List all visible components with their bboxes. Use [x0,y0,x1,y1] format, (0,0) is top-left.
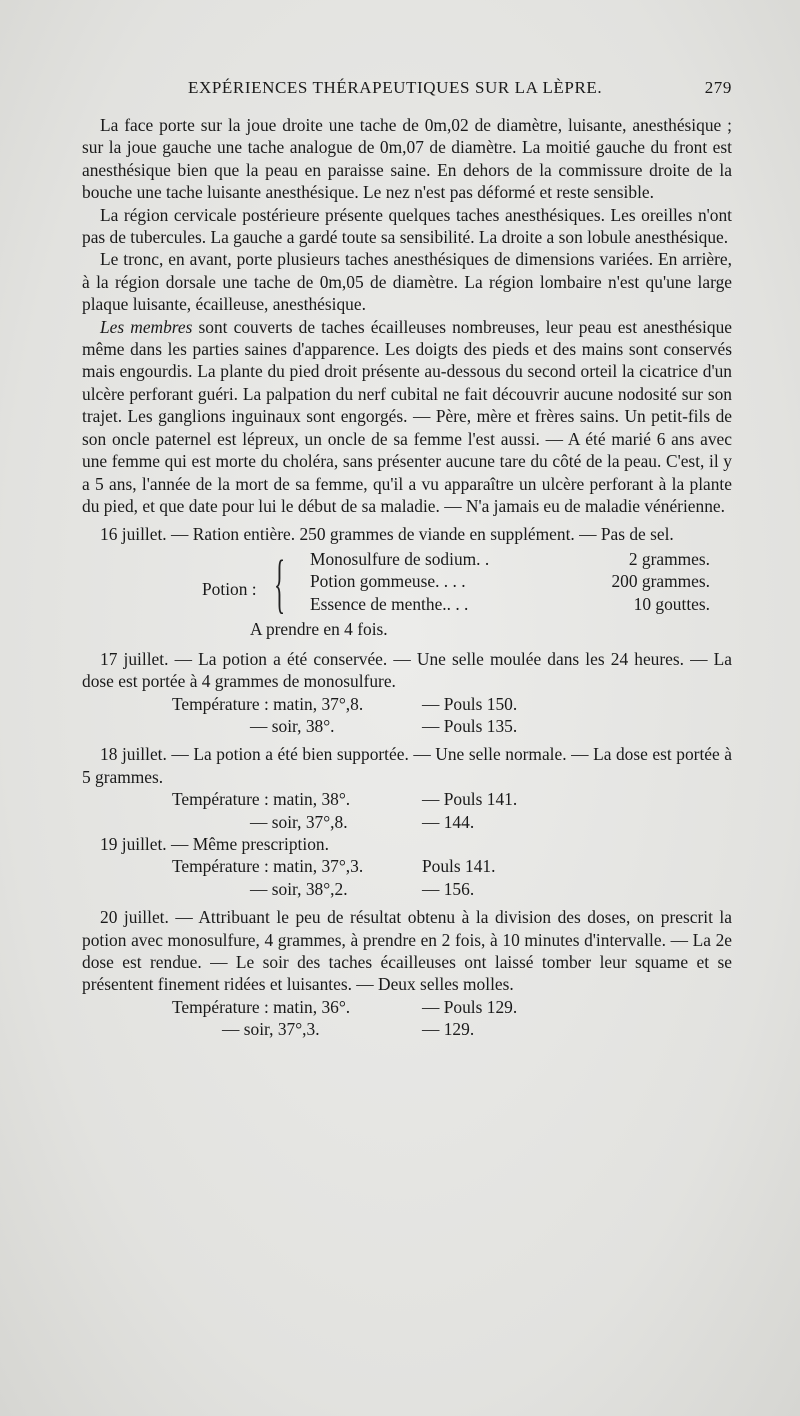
temperature-line [82,855,732,877]
temperature-line [82,811,732,833]
entry-july-17: 17 juillet. — La potion a été conservée. — Une selle moulée dans les 24 heures. — La dose est portée à 4 grammes de monosulfure. [82,648,732,692]
temperature-line [82,996,732,1018]
potion-item-qty: 10 gouttes. [633,593,710,614]
temperature-line [82,693,732,715]
membres-italic: Les membres [100,316,193,337]
entry-july-19: 19 juillet. — Même prescription. [100,833,329,854]
temperature-line [82,1018,732,1040]
pulse-reading: Pouls 141. [422,856,496,877]
potion-label: Potion : [202,578,257,599]
potion-items [310,548,710,615]
pulse-reading: — 129. [422,1019,475,1040]
temperature-reading: — soir, 38°,2. [250,878,348,899]
pulse-reading: — Pouls 135. [422,715,518,736]
temperature-line [82,878,732,900]
membres-text: sont couverts de taches écailleuses nombreuses, leur peau est anesthésique même dans les parties saines d'apparence. Les doigts des pieds et des mains sont conservés mais engourdis. La plante du pied droit présente au-dessous du second orteil la cicatrice d'un ulcère perforant guéri. La palpation du nerf cubital ne fait découvrir aucune nodosité sur son trajet. Les ganglions inguinaux sont engorgés. — Père, mère et frères sains. Un petit-fils de son oncle paternel est lépreux, un oncle de sa femme l'est aussi. — A été marié 6 ans avec une femme qui est morte du choléra, sans présenter aucune tare du côté de la peau. C'est, il y a 5 ans, l'année de la mort de sa femme, qu'il a vu apparaître un ulcère perforant à la plante du pied, et que date pour lui le début de sa maladie. — N'a jamais eu de maladie vénérienne. [82,316,732,516]
entry-july-18: 18 juillet. — La potion a été bien supportée. — Une selle normale. — La dose est portée à 5 grammes. [82,744,732,787]
potion-item-name: Potion gommeuse. . . . [310,571,466,592]
temperature-line [82,788,732,810]
temperature-reading: Température : matin, 36°. [172,996,351,1017]
potion-note: A prendre en 4 fois. [250,618,388,639]
temperature-reading: Température : matin, 38°. [172,789,351,810]
pulse-reading: — Pouls 150. [422,693,518,714]
pulse-reading: — 144. [422,811,475,832]
pulse-reading: — Pouls 129. [422,996,518,1017]
pulse-reading: — Pouls 141. [422,789,518,810]
running-title: EXPÉRIENCES THÉRAPEUTIQUES SUR LA LÈPRE. [188,78,603,97]
brace-symbol: { [274,546,286,620]
temperature-reading: Température : matin, 37°,8. [172,693,364,714]
body-text [82,114,732,1041]
potion-prescription [82,548,732,644]
temperature-reading: — soir, 37°,3. [222,1019,320,1040]
potion-item-qty: 2 grammes. [628,548,710,569]
paragraph-face: La face porte sur la joue droite une tache de 0m,02 de diamètre, luisante, anesthésique ; sur la joue gauche une tache analogue de 0m,07 de diamètre. La moitié gauche du front est anesthésique bien que la peau en paraisse saine. En dehors de la commissure droite de la bouche une tache luisante anesthésique. Le nez n'est pas déformé et reste sensible. [82,115,732,203]
entry-july-20: 20 juillet. — Attribuant le peu de résultat obtenu à la division des doses, on prescrit la potion avec monosulfure, 4 grammes, à prendre en 2 fois, à 10 minutes d'intervalle. — La 2e dose est rendue. — Le soir des taches écailleuses ont laissé tomber leur squame et se présentent finement ridées et luisantes. — Deux selles molles. [82,907,732,995]
potion-item [310,548,710,570]
temperature-reading: — soir, 38°. [250,715,335,736]
paragraph-cervical: La région cervicale postérieure présente quelques taches anesthésiques. Les oreilles n'ont pas de tubercules. La gauche a gardé toute sa sensibilité. La droite a son lobule anesthésique. [82,204,732,248]
temperature-reading: — soir, 37°,8. [250,811,348,832]
running-header [82,78,732,102]
paragraph-membres [82,316,732,518]
potion-item-name: Essence de menthe.. . . [310,593,469,614]
temperature-reading: Température : matin, 37°,3. [172,856,364,877]
potion-item [310,570,710,592]
pulse-reading: — 156. [422,878,475,899]
paragraph-tronc: Le tronc, en avant, porte plusieurs taches anesthésiques de dimensions variées. En arrière, à la région dorsale une tache de 0m,05 de diamètre. La région lombaire n'est qu'une large plaque luisante, écailleuse, anesthésique. [82,249,732,315]
entry-july-16: 16 juillet. — Ration entière. 250 grammes de viande en supplément. — Pas de sel. [100,524,674,545]
page-number: 279 [704,78,732,97]
temperature-line [82,715,732,737]
potion-item-name: Monosulfure de sodium. . [310,548,490,569]
potion-item [310,593,710,615]
potion-item-qty: 200 grammes. [611,571,710,592]
